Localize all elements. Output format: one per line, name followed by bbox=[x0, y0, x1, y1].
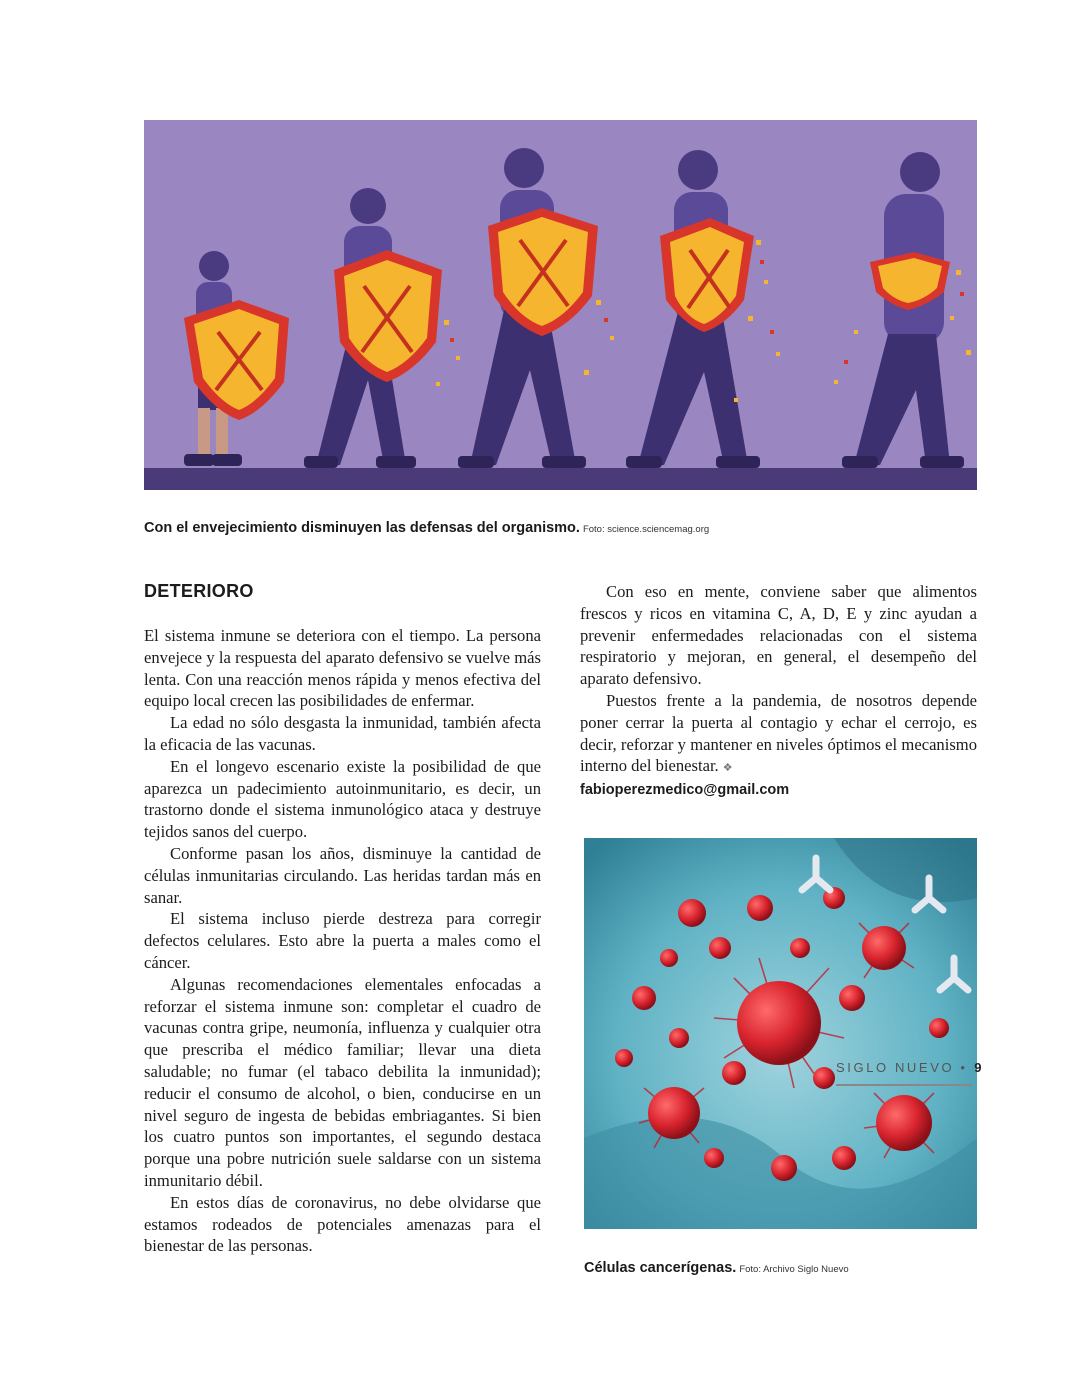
paragraph: Algunas recomendaciones elementales enfocadas a reforzar el sistema inmune son: completar el cuadro de vacunas contra gripe, neumonía, influenza y cualquier otra que prescriba el médico familiar; llevar una dieta saludable; no fumar (el tabaco debilita la inmunidad); reducir el consumo de alcohol, o bien, conducirse en un nivel seguro de ingesta de bebidas embriagantes. Si bien los cuatro puntos son importantes, el segundo destaca porque una pobre nutrición suele saldarse con un sistema inmunitario débil. bbox=[144, 974, 541, 1190]
paragraph: El sistema incluso pierde destreza para corregir defectos celulares. Esto abre la puerta a males como el cáncer. bbox=[144, 909, 541, 972]
figure-caption bbox=[584, 1260, 849, 1276]
aging-shield-illustration bbox=[144, 120, 977, 490]
caption-text: Con el envejecimiento disminuyen las defensas del organismo. bbox=[144, 520, 580, 536]
article-column-left bbox=[144, 625, 541, 1257]
paragraph bbox=[580, 690, 977, 780]
photo-credit: Foto: science.sciencemag.org bbox=[582, 524, 710, 535]
cancer-cells-photo bbox=[584, 838, 977, 1229]
cancer-cell bbox=[737, 981, 821, 1065]
paragraph: Con eso en mente, conviene saber que alimentos frescos y ricos en vitamina C, A, D, E y zinc ayudan a prevenir enfermedades relacionadas con el sistema respiratorio y mejoran, en general, el desempeño del aparato defensivo. bbox=[580, 582, 977, 689]
section-heading: DETERIORO bbox=[144, 581, 254, 601]
cancer-cell bbox=[862, 926, 906, 970]
aging-people-shield-icon bbox=[144, 120, 977, 490]
footer-separator: • bbox=[960, 1060, 965, 1075]
author-email: fabioperezmedico@gmail.com bbox=[580, 782, 790, 799]
page-number: 9 bbox=[974, 1060, 982, 1075]
page-footer bbox=[836, 1060, 981, 1075]
cancer-cells-icon bbox=[584, 838, 977, 1229]
cancer-cell bbox=[648, 1087, 700, 1139]
footer-rule bbox=[836, 1084, 972, 1086]
paragraph: En el longevo escenario existe la posibilidad de que aparezca un padecimiento autoinmunitario, es decir, un trastorno donde el sistema inmunológico ataca y destruye tejidos sanos del cuerpo. bbox=[144, 756, 541, 842]
paragraph: Conforme pasan los años, disminuye la cantidad de células inmunitarias circulando. Las heridas tardan más en sanar. bbox=[144, 843, 541, 907]
paragraph: La edad no sólo desgasta la inmunidad, también afecta la eficacia de las vacunas. bbox=[144, 713, 541, 754]
cancer-cell bbox=[876, 1095, 932, 1151]
paragraph: En estos días de coronavirus, no debe olvidarse que estamos rodeados de potenciales amenazas para el bienestar de las personas. bbox=[144, 1192, 541, 1256]
caption-text: Células cancerígenas. bbox=[584, 1260, 737, 1276]
end-mark-icon: ❖ bbox=[722, 762, 733, 775]
article-column-right bbox=[580, 581, 977, 798]
photo-credit: Foto: Archivo Siglo Nuevo bbox=[739, 1264, 849, 1275]
figure-caption bbox=[144, 520, 709, 536]
paragraph-text: Puestos frente a la pandemia, de nosotros depende poner cerrar la puerta al contagio y echar el cerrojo, es decir, reforzar y mantener en niveles óptimos el mecanismo interno del bienestar. bbox=[580, 690, 977, 776]
paragraph: El sistema inmune se deteriora con el tiempo. La persona envejece y la respuesta del aparato defensivo se vuelve más lenta. Con una reacción menos rápida y menos efectiva del equipo local crecen las posibilidades de enfermar. bbox=[144, 626, 541, 711]
publication-name: SIGLO NUEVO bbox=[836, 1060, 955, 1075]
